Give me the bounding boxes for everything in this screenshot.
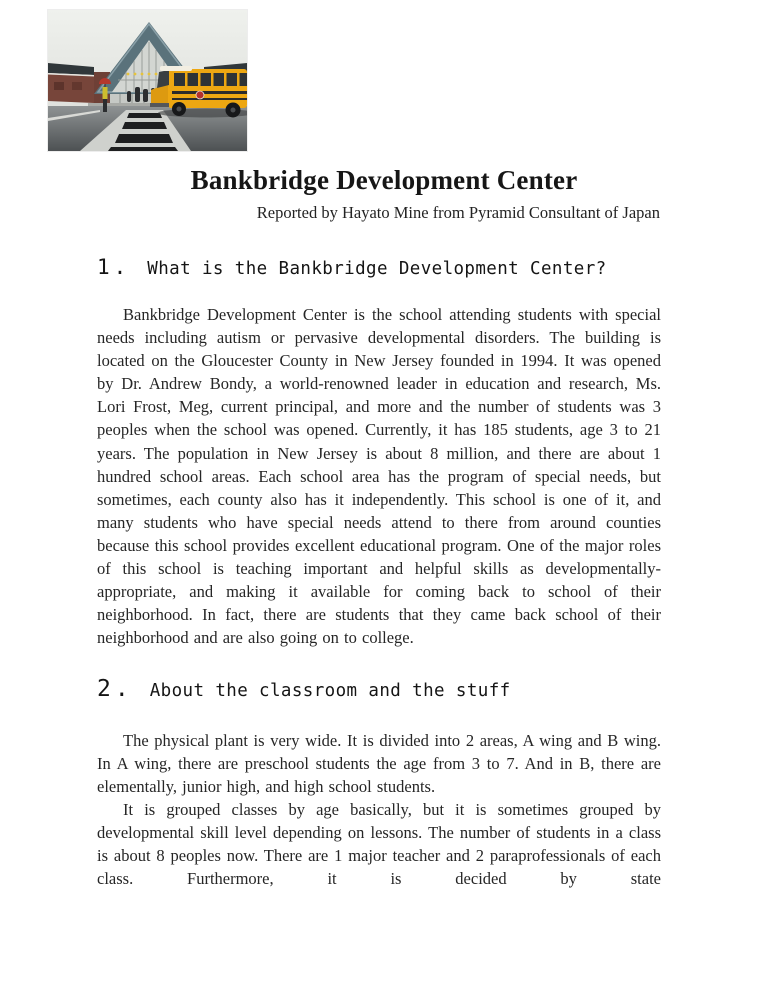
school-photo-graphic	[48, 10, 247, 151]
section-1-paragraph-1: Bankbridge Development Center is the school attending students with special needs including autism or pervasive developmental disorders. The building is located on the Gloucester County in New Jersey founded in 1994. It was opened by Dr. Andrew Bondy, a world-renowned leader in education and research, Ms. Lori Frost, Meg, current principal, and more and the number of students was 3 peoples when the school was opened. Currently, it has 185 students, age 3 to 21 years. The population in New Jersey is about 8 million, and there are about 1 hundred school areas. Each school area has the program of special needs, but sometimes, each county also has it independently. This school is one of it, and many students who have special needs attend to there from around counties because this school provides excellent educational program. One of the major roles of this school is teaching important and helpful skills as developmentally-appropriate, and making it available for coming back to school of their neighborhood. In fact, there are students that they came back school of their neighborhood and are also going on to college.	[97, 305, 661, 648]
bus-stop-sign	[196, 91, 204, 99]
school-entrance-photo	[48, 10, 247, 151]
document-subtitle: Reported by Hayato Mine from Pyramid Consultant of Japan	[256, 203, 660, 222]
section-2-number: 2.	[97, 676, 133, 702]
section-2-paragraph-1: The physical plant is very wide. It is divided into 2 areas, A wing and B wing. In A wing, there are preschool students the age from 3 to 7. And in B, there are elementally, junior high, and high school students.	[97, 731, 661, 797]
section-2-heading	[97, 676, 511, 702]
document-title: Bankbridge Development Center	[190, 165, 578, 195]
section-1-heading	[97, 255, 607, 279]
section-1-heading-label: What is the Bankbridge Development Center?	[147, 259, 607, 279]
section-2-paragraph-2: It is grouped classes by age basically, but it is sometimes grouped by developmental skill level depending on lessons. The number of students in a class is about 8 peoples now. There are 1 major teacher and 2 paraprofessionals of each class. Furthermore, it is decided by state	[97, 800, 661, 889]
section-2-heading-label: About the classroom and the stuff	[149, 681, 511, 701]
section-1-number: 1.	[97, 255, 131, 279]
building-left-wing	[48, 63, 94, 103]
